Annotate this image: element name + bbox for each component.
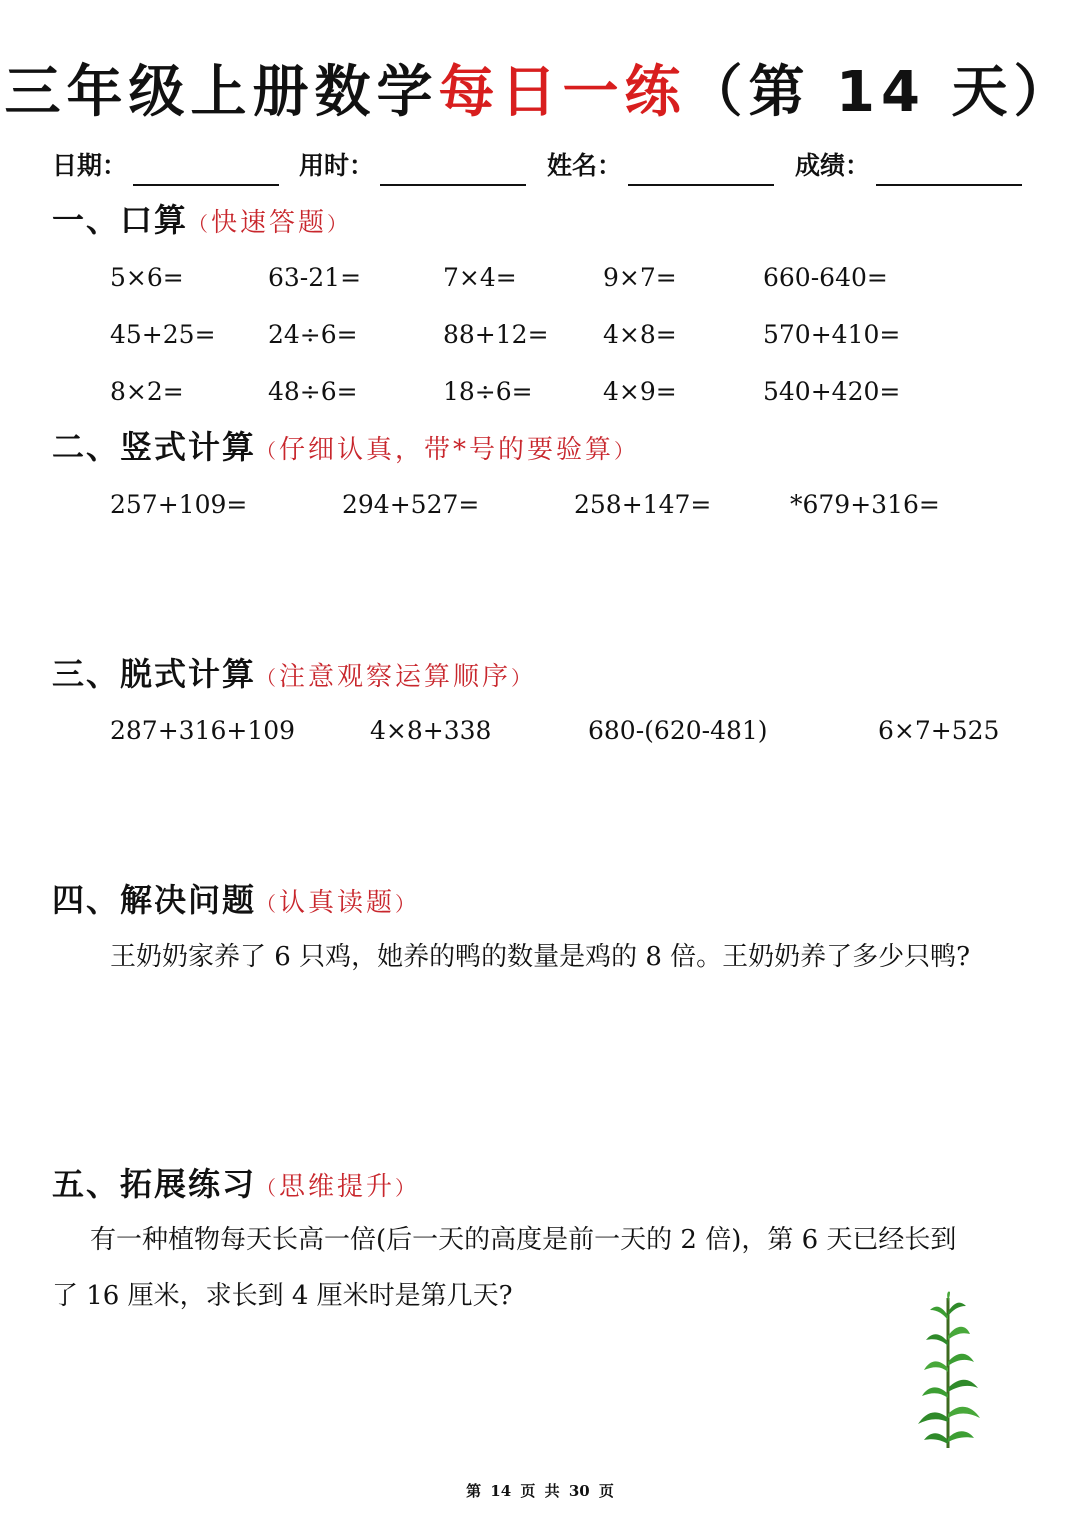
page-footer: 第 14 页 共 30 页	[466, 1482, 614, 1500]
oral-item: 88+12=	[443, 320, 549, 349]
oral-item: 660-640=	[763, 263, 888, 292]
hint-text: 思维提升	[279, 1172, 396, 1202]
vertical-item: 258+147=	[574, 490, 712, 519]
hint-close: ）	[511, 666, 535, 690]
oral-item: 18÷6=	[443, 377, 533, 406]
oral-item: 7×4=	[443, 263, 517, 292]
oral-item: 24÷6=	[268, 320, 358, 349]
oral-item: 63-21=	[268, 263, 362, 292]
section-stepwise-heading	[52, 652, 534, 700]
stepwise-item: 4×8+338	[370, 716, 492, 745]
section-oral-title: 一、口算	[52, 201, 189, 239]
section-oral-heading	[52, 198, 350, 246]
hint-text: 仔细认真，带*号的要验算	[279, 435, 615, 465]
word-problem-text: 王奶奶家养了 6 只鸡，她养的鸭的数量是鸡的 8 倍。王奶奶养了多少只鸭?	[110, 942, 971, 972]
time-field[interactable]	[299, 146, 526, 186]
section-problem-title: 四、解决问题	[52, 881, 257, 919]
time-label: 用时：	[299, 151, 375, 180]
section-problem-hint	[256, 888, 418, 918]
hint-open: （	[256, 892, 280, 916]
stepwise-item: 287+316+109	[110, 716, 296, 745]
section-extension-title: 五、拓展练习	[52, 1165, 257, 1203]
hint-close: ）	[395, 892, 419, 916]
section-stepwise-title: 三、脱式计算	[52, 655, 257, 693]
hint-open: （	[256, 439, 280, 463]
oral-item: 5×6=	[110, 263, 184, 292]
title-main: 三年级上册数学	[4, 60, 439, 125]
stepwise-item: 680-(620-481)	[588, 716, 768, 745]
oral-item: 540+420=	[763, 377, 901, 406]
score-label: 成绩：	[795, 151, 871, 180]
oral-item: 4×8=	[603, 320, 677, 349]
name-blank[interactable]	[628, 158, 774, 186]
extension-text-line-1: 有一种植物每天长高一倍(后一天的高度是前一天的 2 倍)，第 6 天已经长到	[90, 1225, 957, 1255]
oral-item: 9×7=	[603, 263, 677, 292]
meta-row	[52, 146, 1032, 186]
hint-open: （	[188, 212, 212, 236]
section-stepwise-hint	[256, 662, 534, 692]
hint-close: ）	[395, 1176, 419, 1200]
oral-item: 570+410=	[763, 320, 901, 349]
oral-item: 4×9=	[603, 377, 677, 406]
section-vertical-title: 二、竖式计算	[52, 428, 257, 466]
oral-item: 45+25=	[110, 320, 216, 349]
extension-text-line-2: 了 16 厘米，求长到 4 厘米时是第几天?	[52, 1281, 513, 1311]
section-extension-heading	[52, 1162, 418, 1210]
section-problem-heading	[52, 878, 418, 926]
hint-text: 注意观察运算顺序	[279, 662, 512, 692]
hint-open: （	[256, 1176, 280, 1200]
date-label: 日期：	[52, 151, 128, 180]
hint-open: （	[256, 666, 280, 690]
hint-text: 认真读题	[279, 888, 396, 918]
time-blank[interactable]	[380, 158, 526, 186]
hint-close: ）	[327, 212, 351, 236]
oral-item: 8×2=	[110, 377, 184, 406]
section-oral-hint	[188, 208, 350, 238]
name-label: 姓名：	[547, 151, 623, 180]
date-blank[interactable]	[133, 158, 279, 186]
section-vertical-hint	[256, 435, 637, 465]
vertical-item: 257+109=	[110, 490, 248, 519]
title-suffix: （第 14 天）	[686, 60, 1076, 125]
title-highlight: 每日一练	[438, 60, 687, 125]
score-field[interactable]	[795, 146, 1022, 186]
oral-item: 48÷6=	[268, 377, 358, 406]
hint-text: 快速答题	[211, 208, 328, 238]
hint-close: ）	[614, 439, 638, 463]
date-field[interactable]	[52, 146, 279, 186]
bamboo-plant-icon	[908, 1290, 988, 1450]
page-title	[0, 58, 1080, 128]
vertical-item: 294+527=	[342, 490, 480, 519]
vertical-item: *679+316=	[790, 490, 940, 519]
section-extension-hint	[256, 1172, 418, 1202]
score-blank[interactable]	[876, 158, 1022, 186]
name-field[interactable]	[547, 146, 774, 186]
section-vertical-heading	[52, 425, 637, 473]
stepwise-item: 6×7+525	[878, 716, 1000, 745]
